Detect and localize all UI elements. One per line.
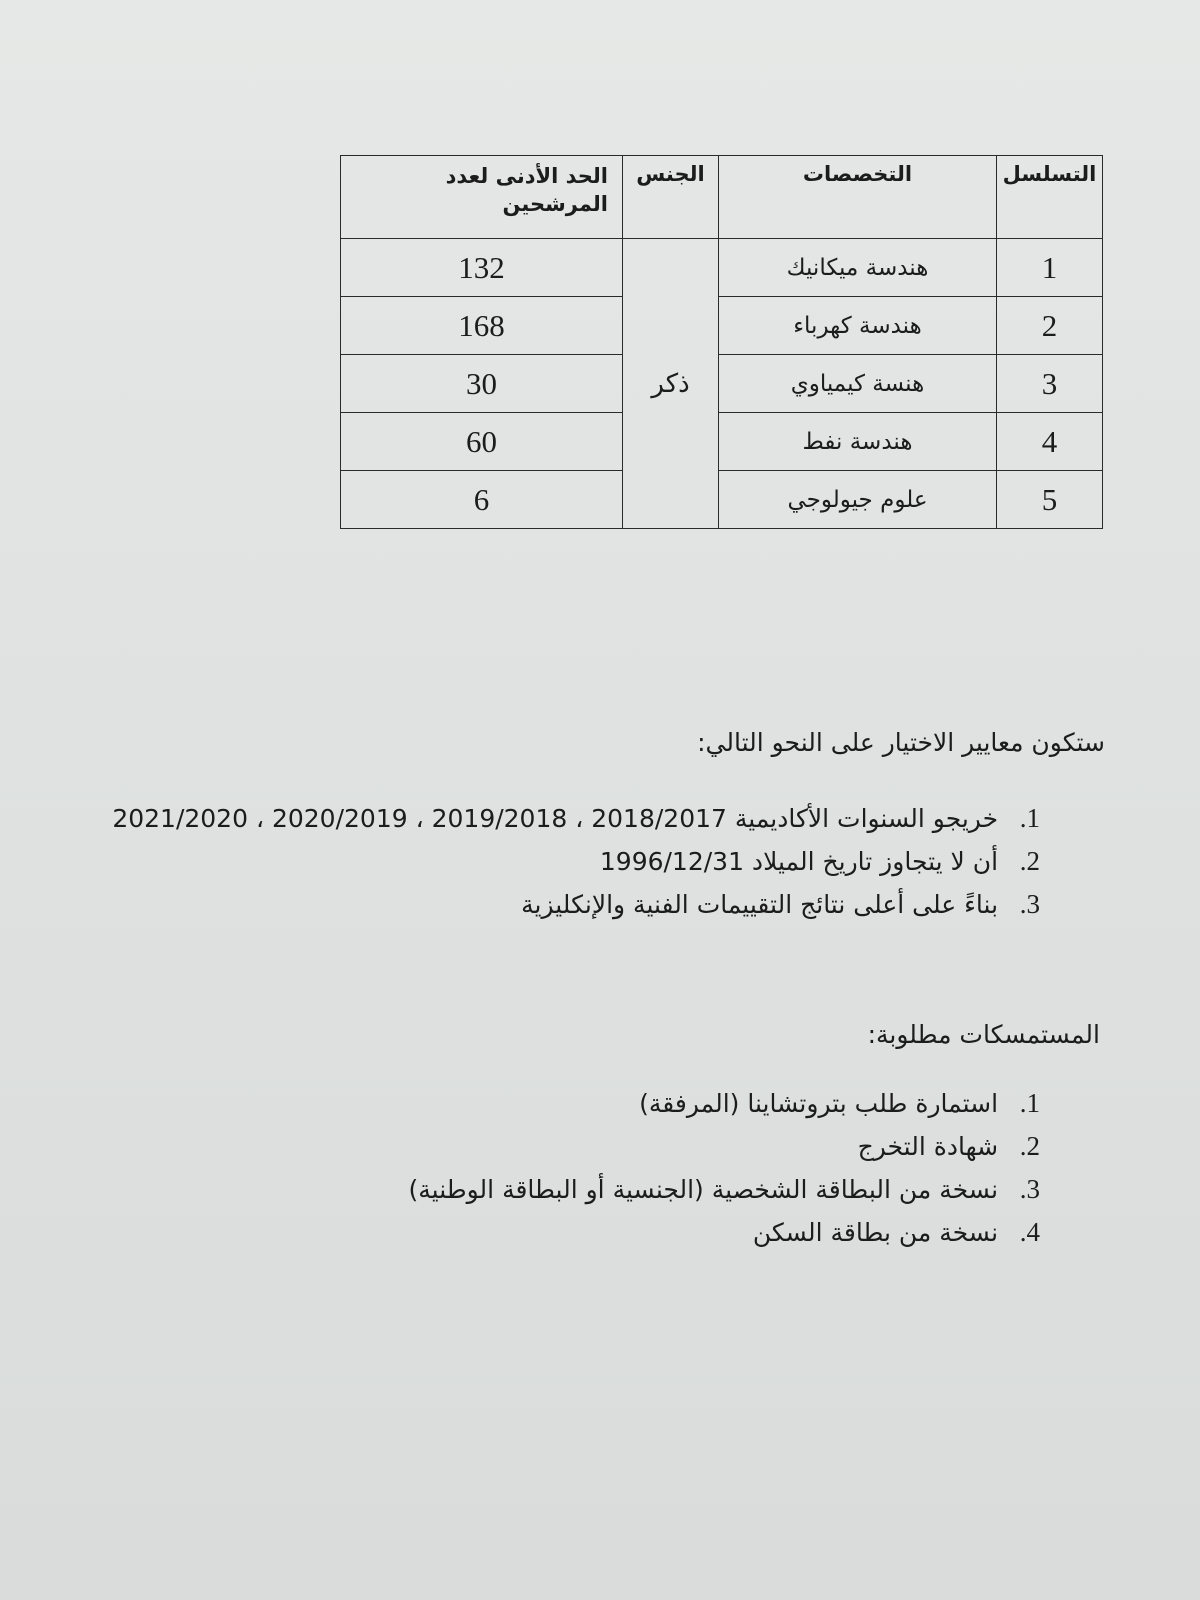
table-row	[341, 297, 1103, 355]
list-item-number: 4.	[1019, 1217, 1040, 1247]
documents-list-block	[40, 1082, 1040, 1254]
list-item-number: 3.	[1019, 889, 1040, 919]
table-row	[341, 413, 1103, 471]
list-item	[40, 1168, 1040, 1211]
cell-min-candidates: 30	[341, 355, 623, 413]
cell-specialization: هنسة كيمياوي	[719, 355, 997, 413]
specializations-table	[340, 155, 1103, 529]
criteria-title: ستكون معايير الاختيار على النحو التالي:	[697, 728, 1105, 757]
cell-specialization: هندسة ميكانيك	[719, 239, 997, 297]
list-item	[40, 1082, 1040, 1125]
list-item-number: 2.	[1019, 1131, 1040, 1161]
documents-title-block	[100, 1020, 1100, 1049]
cell-specialization: علوم جيولوجي	[719, 471, 997, 529]
table-row	[341, 239, 1103, 297]
list-item-text: شهادة التخرج	[857, 1132, 999, 1161]
documents-title: المستمسكات مطلوبة:	[867, 1020, 1100, 1049]
list-item	[40, 1125, 1040, 1168]
cell-specialization: هندسة نفط	[719, 413, 997, 471]
list-item-number: 2.	[1019, 846, 1040, 876]
header-specialization: التخصصات	[719, 156, 997, 239]
cell-serial: 1	[997, 239, 1103, 297]
cell-serial: 5	[997, 471, 1103, 529]
table-header-row	[341, 156, 1103, 239]
cell-serial: 4	[997, 413, 1103, 471]
list-item-text: نسخة من بطاقة السكن	[752, 1218, 999, 1247]
cell-min-candidates: 60	[341, 413, 623, 471]
documents-list	[40, 1082, 1040, 1254]
cell-min-candidates: 132	[341, 239, 623, 297]
cell-specialization: هندسة كهرباء	[719, 297, 997, 355]
list-item	[40, 1211, 1040, 1254]
criteria-title-block	[105, 728, 1105, 757]
header-min-candidates: الحد الأدنى لعدد المرشحين	[341, 156, 623, 239]
list-item-text: استمارة طلب بتروتشاينا (المرفقة)	[639, 1089, 999, 1118]
list-item-text: بناءً على أعلى نتائج التقييمات الفنية والإنكليزية	[521, 890, 999, 919]
header-gender: الجنس	[623, 156, 719, 239]
criteria-list-block	[10, 797, 1040, 926]
cell-min-candidates: 6	[341, 471, 623, 529]
cell-min-candidates: 168	[341, 297, 623, 355]
list-item-text: خريجو السنوات الأكاديمية 2018/2017 ، 2019/2018 ، 2020/2019 ، 2021/2020	[112, 804, 999, 833]
list-item-number: 3.	[1019, 1174, 1040, 1204]
list-item-number: 1.	[1019, 1088, 1040, 1118]
list-item-text: أن لا يتجاوز تاريخ الميلاد 1996/12/31	[599, 847, 999, 876]
cell-serial: 3	[997, 355, 1103, 413]
list-item	[10, 883, 1040, 926]
list-item	[10, 840, 1040, 883]
header-serial: التسلسل	[997, 156, 1103, 239]
cell-serial: 2	[997, 297, 1103, 355]
specializations-table-wrap	[340, 155, 1102, 529]
list-item-number: 1.	[1019, 803, 1040, 833]
table-row	[341, 355, 1103, 413]
criteria-list	[10, 797, 1040, 926]
table-row	[341, 471, 1103, 529]
cell-gender: ذكر	[623, 239, 719, 529]
list-item	[10, 797, 1040, 840]
list-item-text: نسخة من البطاقة الشخصية (الجنسية أو البطاقة الوطنية)	[408, 1175, 999, 1204]
